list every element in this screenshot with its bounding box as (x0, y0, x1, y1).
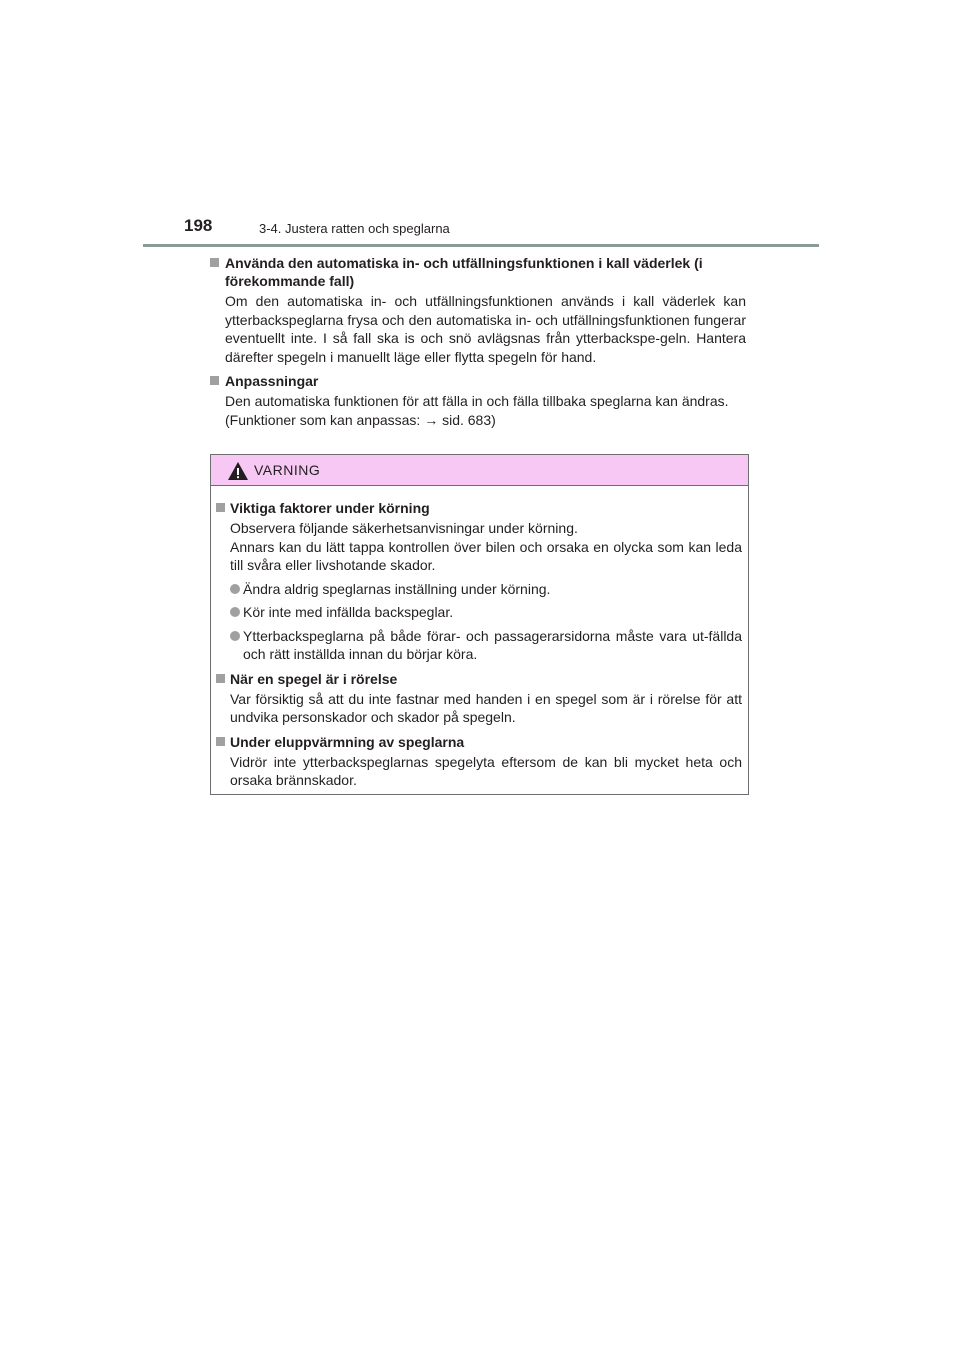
header-rule (143, 244, 819, 247)
square-bullet-icon (210, 258, 219, 267)
warning-heading: Under eluppvärmning av speglarna (230, 733, 465, 750)
main-content (210, 254, 746, 435)
warning-text: Annars kan du lätt tappa kontrollen över bilen och orsaka en olycka som kan leda till svåra eller livshotande skador. (230, 538, 742, 573)
warning-triangle-icon (227, 461, 249, 481)
section-body: Om den automatiska in- och utfällningsfunktionen används i kall väderlek kan ytterbackspeglarna frysa och den automatiska in- och utfällningsfunktionen fungerar eventuellt inte. I så fall ska is och snö avlägsnas från ytterbackspe-geln. Hantera därefter spegeln i manuellt läge eller flytta spegeln för hand. (225, 293, 746, 365)
warning-heading: När en spegel är i rörelse (230, 670, 398, 687)
warning-section-moving-mirror (216, 670, 742, 727)
bullet-item: Kör inte med infällda backspeglar. (230, 603, 742, 622)
square-bullet-icon (216, 503, 225, 512)
square-bullet-icon (210, 376, 219, 385)
section-heading: Anpassningar (225, 373, 319, 389)
bullet-item: Ändra aldrig speglarnas inställning under körning. (230, 580, 742, 599)
warning-text: Observera följande säkerhetsanvisningar under körning. (230, 520, 578, 536)
round-bullet-icon (230, 584, 240, 594)
warning-text: Vidrör inte ytterbackspeglarnas spegelyta eftersom de kan bli mycket heta och orsaka brännskador. (230, 753, 742, 788)
section-cold-weather (210, 254, 746, 366)
section-heading: Använda den automatiska in- och utfällningsfunktionen i kall väderlek (i förekommande fall) (225, 255, 703, 289)
warning-heading: Viktiga faktorer under körning (230, 500, 430, 516)
page-number: 198 (184, 216, 213, 235)
square-bullet-icon (216, 674, 225, 683)
warning-body (211, 486, 748, 790)
warning-box (210, 454, 749, 795)
round-bullet-icon (230, 631, 240, 641)
bullet-item: Ytterbackspeglarna på både förar- och passagerarsidorna måste vara ut-fällda och rätt inställda innan du börjar köra. (230, 627, 742, 664)
section-body: Den automatiska funktionen för att fälla in och fälla tillbaka speglarna kan ändras. (225, 393, 729, 409)
section-customization (210, 372, 746, 429)
warning-section-heating (216, 733, 742, 790)
warning-text: Var försiktig så att du inte fastnar med handen i en spegel som är i rörelse för att undvika personskador och skador på spegeln. (230, 690, 742, 725)
square-bullet-icon (216, 737, 225, 746)
warning-label: VARNING (254, 462, 321, 478)
round-bullet-icon (230, 607, 240, 617)
section-title: 3-4. Justera ratten och speglarna (259, 221, 450, 236)
page-reference: (Funktioner som kan anpassas: → sid. 683) (225, 411, 496, 428)
warning-section-driving (216, 499, 742, 664)
warning-header (211, 455, 748, 486)
